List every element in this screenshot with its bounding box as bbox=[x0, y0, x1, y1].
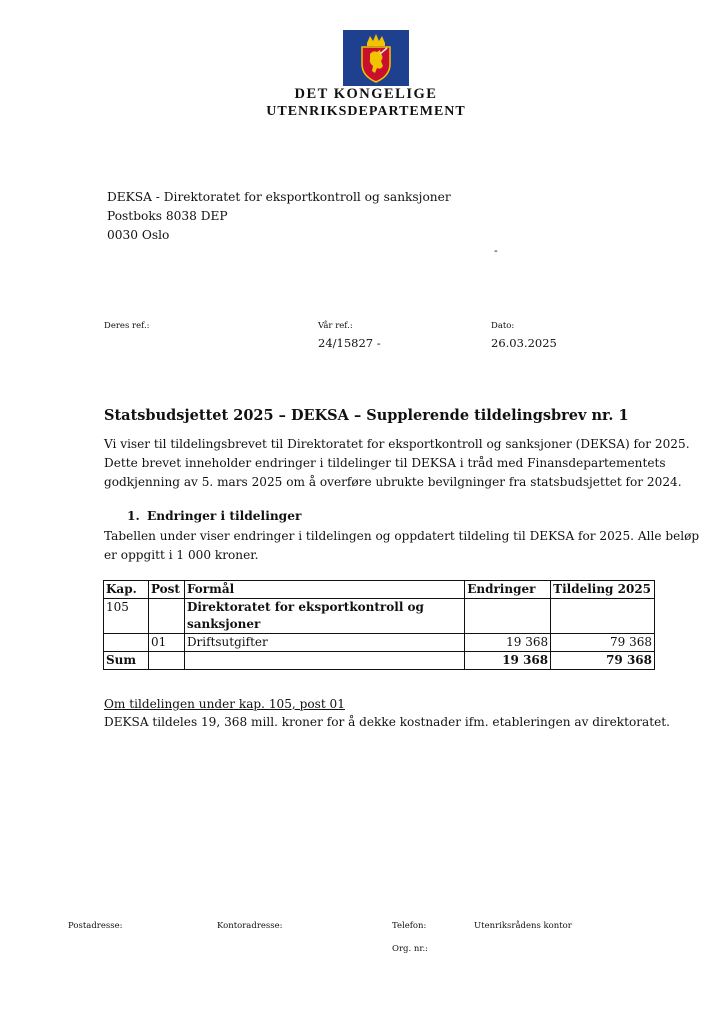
section-line: Tabellen under viser endringer i tildelingen og oppdatert tildeling til DEKSA for 2025. Alle beløp bbox=[104, 529, 700, 543]
section-line: er oppgitt i 1 000 kroner. bbox=[104, 548, 259, 562]
recipient-address bbox=[107, 188, 451, 245]
header-purpose: Formål bbox=[184, 581, 464, 599]
intro-line: Dette brevet inneholder endringer i tildelinger til DEKSA i tråd med Finansdepartementets bbox=[104, 456, 666, 470]
sum-changes: 19 368 bbox=[465, 652, 551, 670]
footer-phone-label: Telefon: bbox=[392, 921, 427, 931]
intro-line: Vi viser til tildelingsbrevet til Direktoratet for eksportkontroll og sanksjoner (DEKSA) for 2025. bbox=[104, 437, 690, 451]
our-ref-value: 24/15827 - bbox=[318, 336, 381, 350]
cell-changes bbox=[465, 599, 551, 634]
sum-allocation: 79 368 bbox=[551, 652, 655, 670]
section-heading bbox=[127, 509, 301, 523]
footer-office-label: Kontoradresse: bbox=[217, 921, 283, 931]
cell-post bbox=[148, 652, 184, 670]
letterhead-line-1: DET KONGELIGE bbox=[294, 86, 438, 102]
cell-allocation bbox=[551, 599, 655, 634]
table-header-row bbox=[104, 581, 655, 599]
intro-line: godkjenning av 5. mars 2025 om å overføre ubrukte bevilgninger fra statsbudsjettet for 2024. bbox=[104, 475, 682, 489]
table-sum-row bbox=[104, 652, 655, 670]
footer-org-label: Org. nr.: bbox=[392, 944, 429, 954]
recipient-postal: 0030 Oslo bbox=[107, 228, 170, 242]
subsection-heading: Om tildelingen under kap. 105, post 01 bbox=[104, 697, 345, 711]
sum-label: Sum bbox=[104, 652, 149, 670]
footer-postal-label: Postadresse: bbox=[68, 921, 123, 931]
date-value: 26.03.2025 bbox=[491, 336, 557, 350]
table-row bbox=[104, 634, 655, 652]
cell-kap bbox=[104, 634, 149, 652]
cell-changes: 19 368 bbox=[465, 634, 551, 652]
section-heading-text: Endringer i tildelinger bbox=[147, 509, 302, 523]
cell-post bbox=[148, 599, 184, 634]
header-changes: Endringer bbox=[465, 581, 551, 599]
section-number: 1. bbox=[127, 509, 140, 523]
header-post: Post bbox=[148, 581, 184, 599]
header-kap: Kap. bbox=[104, 581, 149, 599]
header-allocation: Tildeling 2025 bbox=[551, 581, 655, 599]
letter-title: Statsbudsjettet 2025 – DEKSA – Supplerende tildelingsbrev nr. 1 bbox=[104, 407, 629, 424]
your-ref-label: Deres ref.: bbox=[104, 321, 150, 331]
recipient-mark: - bbox=[494, 244, 498, 257]
cell-allocation: 79 368 bbox=[551, 634, 655, 652]
our-ref-label: Vår ref.: bbox=[318, 321, 353, 331]
norway-lion-icon bbox=[343, 30, 409, 86]
recipient-postbox: Postboks 8038 DEP bbox=[107, 209, 228, 223]
ministry-letterhead bbox=[250, 86, 482, 120]
allocation-table bbox=[103, 580, 655, 670]
cell-purpose: Driftsutgifter bbox=[184, 634, 464, 652]
section-paragraph bbox=[104, 527, 700, 565]
date-label: Dato: bbox=[491, 321, 515, 331]
subsection-text: DEKSA tildeles 19, 368 mill. kroner for å dekke kostnader ifm. etableringen av direktoratet. bbox=[104, 715, 670, 729]
coat-of-arms-logo bbox=[343, 30, 409, 86]
letterhead-line-2: UTENRIKSDEPARTEMENT bbox=[266, 104, 466, 119]
table-row bbox=[104, 599, 655, 634]
intro-paragraph bbox=[104, 435, 690, 492]
cell-kap: 105 bbox=[104, 599, 149, 634]
recipient-name: DEKSA - Direktoratet for eksportkontroll og sanksjoner bbox=[107, 190, 451, 204]
footer-unit: Utenriksrådens kontor bbox=[474, 921, 572, 931]
cell-purpose bbox=[184, 652, 464, 670]
cell-purpose: Direktoratet for eksportkontroll og sanksjoner bbox=[184, 599, 464, 634]
cell-post: 01 bbox=[148, 634, 184, 652]
